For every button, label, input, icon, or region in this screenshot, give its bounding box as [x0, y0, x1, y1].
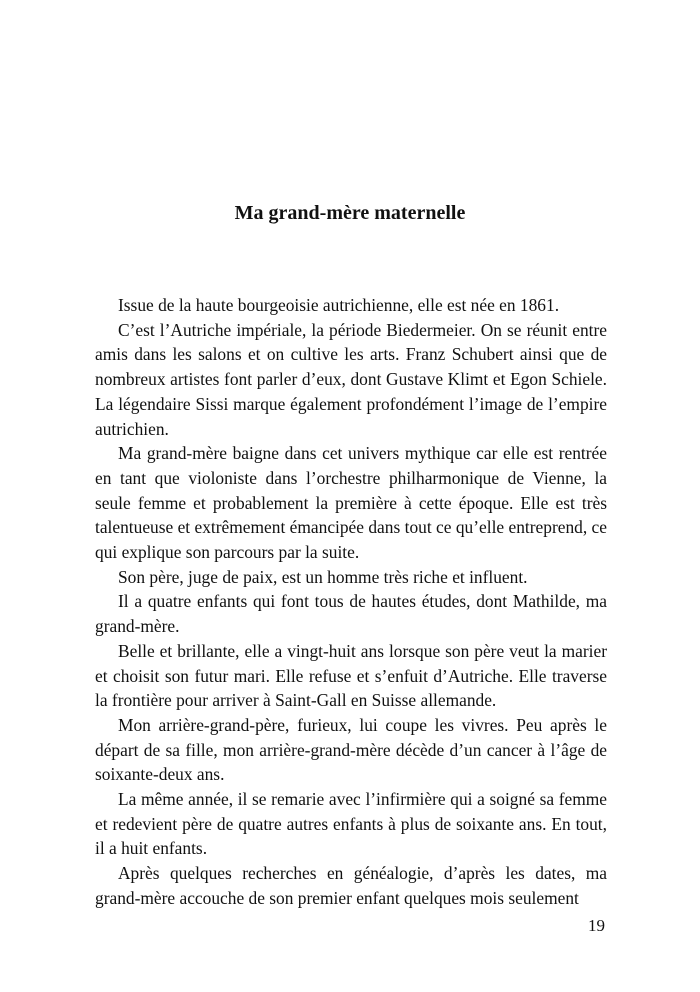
paragraph-6: Belle et brillante, elle a vingt-huit ans lorsque son père veut la marier et choisit son futur mari. Elle refuse et s’enfuit d’Autriche. Elle traverse la frontière pour arriver à Saint-Gall en Suisse allemande.: [95, 640, 607, 711]
paragraph-9: Après quelques recherches en généalogie, d’après les dates, ma grand-mère accouche de son premier enfant quelques mois seulement: [95, 863, 607, 908]
paragraph-7: Mon arrière-grand-père, furieux, lui coupe les vivres. Peu après le départ de sa fille, mon arrière-grand-mère décède d’un cancer à l’âge de soixante-deux ans.: [95, 714, 607, 785]
paragraph-8: La même année, il se remarie avec l’infirmière qui a soigné sa femme et redevient père de quatre autres enfants à plus de soixante ans. En tout, il a huit enfants.: [95, 789, 607, 859]
body-text: [95, 293, 607, 911]
paragraph-4: Son père, juge de paix, est un homme très riche et influent.: [118, 566, 528, 587]
chapter-title: Ma grand-mère maternelle: [234, 202, 466, 224]
paragraph-3: Ma grand-mère baigne dans cet univers mythique car elle est rentrée en tant que violoniste dans l’orchestre philharmonique de Vienne, la seule femme et probablement la première à cette époque. Elle est très talentueuse et extrêmement émancipée dans tout ce qu’elle entreprend, ce qui explique son parcours par la suite.: [95, 443, 607, 563]
page-number: 19: [588, 916, 605, 935]
paragraph-2: C’est l’Autriche impériale, la période Biedermeier. On se réunit entre amis dans les salons et on cultive les arts. Franz Schubert ainsi que de nombreux artistes font parler d’eux, dont Gustave Klimt et Egon Schiele. La légendaire Sissi marque également profondément l’image de l’empire autrichien.: [95, 319, 607, 439]
paragraph-1: Issue de la haute bourgeoisie autrichienne, elle est née en 1861.: [118, 295, 560, 315]
paragraph-5: Il a quatre enfants qui font tous de hautes études, dont Mathilde, ma grand-mère.: [95, 591, 607, 637]
